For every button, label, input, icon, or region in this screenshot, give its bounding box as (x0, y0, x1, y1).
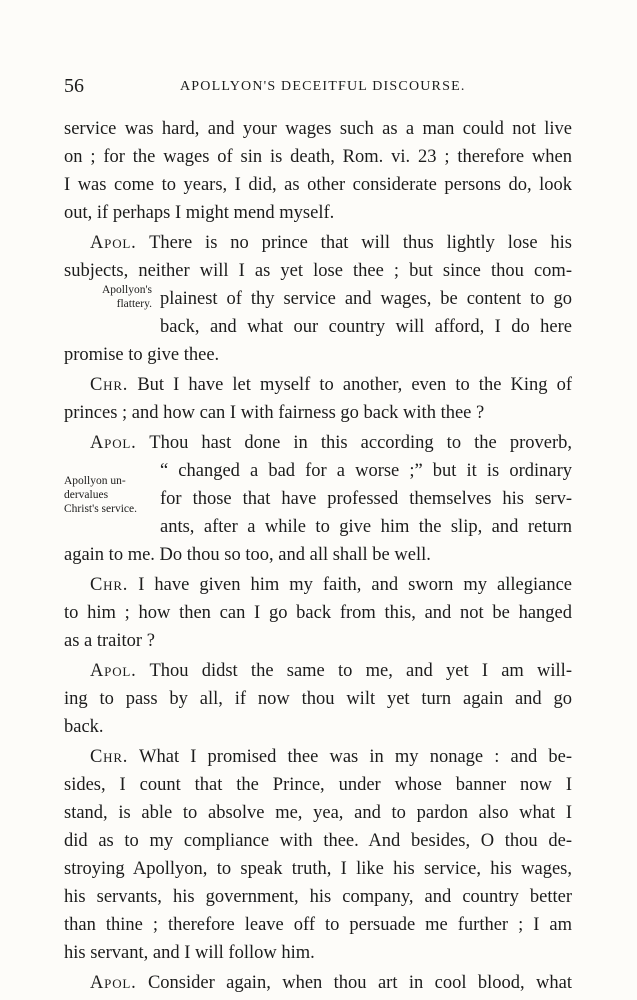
text-line (90, 371, 572, 399)
text-line: stroying Apollyon, to speak truth, I like his service, his wages, (64, 859, 572, 879)
text-line-rest: Consider again, when thou art in cool blood, what (136, 973, 572, 993)
text-line: ing to pass by all, if now thou wilt yet turn again and go (64, 689, 572, 709)
running-head: APOLLYON'S DECEITFUL DISCOURSE. (180, 79, 466, 94)
text-line: ants, after a while to give him the slip, and return (160, 517, 572, 537)
speaker-chr: Chr. (90, 747, 129, 767)
text-line: for those that have professed themselves his serv- (160, 489, 572, 509)
text-line (90, 229, 572, 257)
text-line: out, if perhaps I might mend myself. (64, 203, 335, 223)
speaker-apol: Apol. (90, 973, 137, 993)
text-line: plainest of thy service and wages, be content to go (160, 289, 572, 309)
speaker-apol: Apol. (90, 433, 137, 453)
text-line: stand, is able to absolve me, yea, and to pardon also what I (64, 803, 572, 823)
text-line: on ; for the wages of sin is death, Rom. vi. 23 ; therefore when (64, 147, 572, 167)
margin-note: Christ's service. (64, 503, 137, 515)
text-line: sides, I count that the Prince, under whose banner now I (64, 775, 572, 795)
text-line-rest: What I promised thee was in my nonage : and be- (128, 747, 572, 767)
text-line: his servants, his government, his company, and country better (64, 887, 572, 907)
text-line (90, 429, 572, 457)
text-line-rest: There is no prince that will thus lightly lose his (136, 233, 572, 253)
margin-note: flattery. (116, 298, 152, 310)
text-line: “ changed a bad for a worse ;” but it is ordinary (160, 461, 572, 481)
text-line (90, 657, 572, 685)
text-line: as a traitor ? (64, 631, 155, 651)
margin-note: dervalues (64, 489, 109, 501)
text-line (90, 571, 572, 599)
text-line: subjects, neither will I as yet lose thee ; but since thou com- (64, 261, 572, 281)
text-line: did as to my compliance with thee. And besides, O thou de- (64, 831, 572, 851)
speaker-apol: Apol. (90, 661, 137, 681)
speaker-apol: Apol. (90, 233, 137, 253)
text-line: I was come to years, I did, as other considerate persons do, look (64, 175, 572, 195)
margin-note: Apollyon un- (64, 475, 126, 487)
text-line: princes ; and how can I with fairness go back with thee ? (64, 403, 485, 423)
text-line-rest: But I have let myself to another, even to the King of (128, 375, 572, 395)
text-line-rest: I have given him my faith, and sworn my allegiance (128, 575, 572, 595)
text-line (90, 743, 572, 771)
text-line: service was hard, and your wages such as a man could not live (64, 119, 572, 139)
text-line-rest: Thou didst the same to me, and yet I am will- (136, 661, 572, 681)
text-line (90, 969, 572, 997)
text-line: back. (64, 717, 104, 737)
text-line: again to me. Do thou so too, and all shall be well. (64, 545, 431, 565)
speaker-chr: Chr. (90, 375, 129, 395)
text-line: back, and what our country will afford, I do here (160, 317, 572, 337)
page-number: 56 (64, 75, 84, 97)
text-line: to him ; how then can I go back from this, and not be hanged (64, 603, 572, 623)
text-line: promise to give thee. (64, 345, 220, 365)
text-line-rest: Thou hast done in this according to the proverb, (136, 433, 572, 453)
text-line: than thine ; therefore leave off to persuade me further ; I am (64, 915, 572, 935)
text-line: his servant, and I will follow him. (64, 943, 315, 963)
margin-note: Apollyon's (102, 284, 152, 296)
speaker-chr: Chr. (90, 575, 129, 595)
